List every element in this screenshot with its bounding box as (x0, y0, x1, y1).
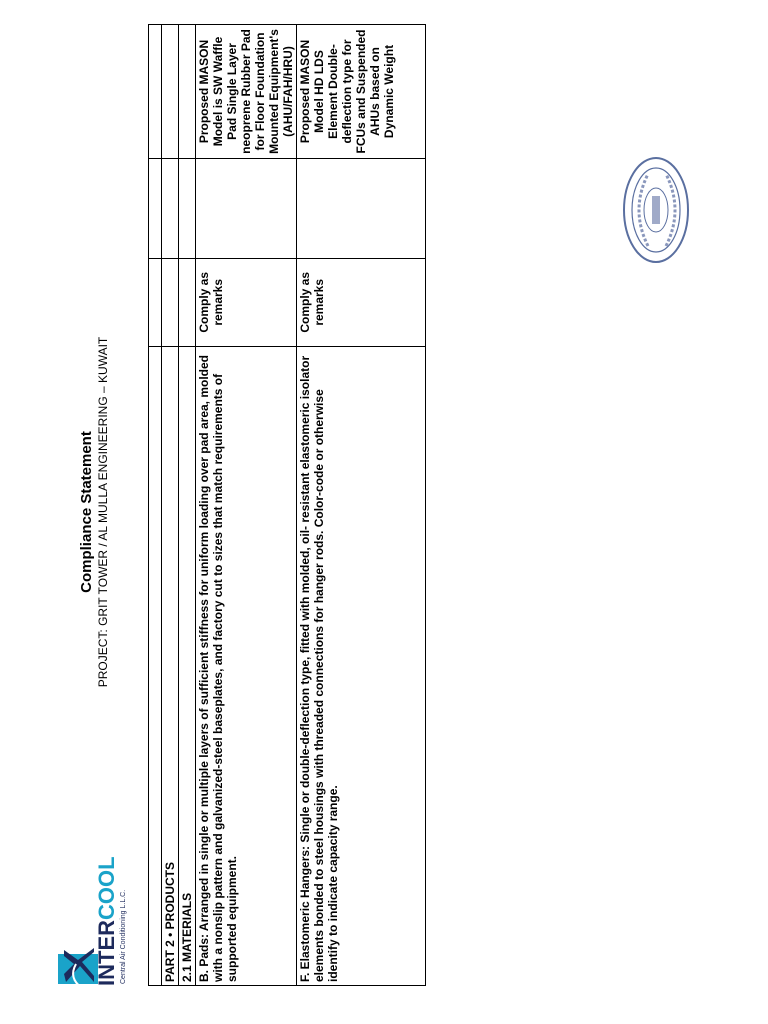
table-cell (196, 158, 297, 258)
table-cell (162, 25, 179, 159)
remark-text: Proposed MASON Model is SW Waffle Pad Single Layer neoprene Rubber Pad for Floor Foundation Mounted Equipment's (AHU/FAH/HRU) (196, 25, 297, 159)
table-cell (179, 25, 196, 159)
spec-text: F. Elastomeric Hangers: Single or double-deflection type, fitted with molded, oil- resistant elastomeric isolator elements bonded to steel housings with threaded connections for hanger rods. Color-code or otherwise identify to indicate capacity range. (297, 346, 426, 985)
spec-text: B. Pads: Arranged in single or multiple layers of sufficient stiffness for uniform loading over pad area, molded with a nonslip pattern and galvanized-steel baseplates, and factory cut to sizes that match requirements of supported equipment. (196, 346, 297, 985)
page-title: Compliance Statement (78, 431, 95, 593)
table-row (162, 25, 179, 986)
table-cell (162, 158, 179, 258)
logo-wordmark: INTERCOOL (94, 856, 119, 986)
project-line: PROJECT: GRIT TOWER / AL MULLA ENGINEERING – KUWAIT (96, 336, 110, 688)
section-heading: PART 2 • PRODUCTS (162, 346, 179, 985)
compliance-table (148, 24, 426, 986)
table-cell (149, 346, 162, 985)
table-row (297, 25, 426, 986)
status-text: Comply as remarks (297, 258, 426, 346)
table-row (149, 25, 162, 986)
table-cell (149, 25, 162, 159)
table-row (179, 25, 196, 986)
status-text: Comply as remarks (196, 258, 297, 346)
table-cell (162, 258, 179, 346)
remark-text: Proposed MASON Model HD LDS Element Double-deflection type for FCUs and Suspended AHUs based on Dynamic Weight (297, 25, 426, 159)
table-cell (179, 258, 196, 346)
table-cell (149, 158, 162, 258)
table-cell (179, 158, 196, 258)
logo-tagline: Central Air Conditioning L.L.C. (120, 889, 127, 984)
table-cell (149, 258, 162, 346)
company-stamp-icon (622, 156, 690, 264)
table-cell (297, 158, 426, 258)
table-row (196, 25, 297, 986)
subsection-heading: 2.1 MATERIALS (179, 346, 196, 985)
